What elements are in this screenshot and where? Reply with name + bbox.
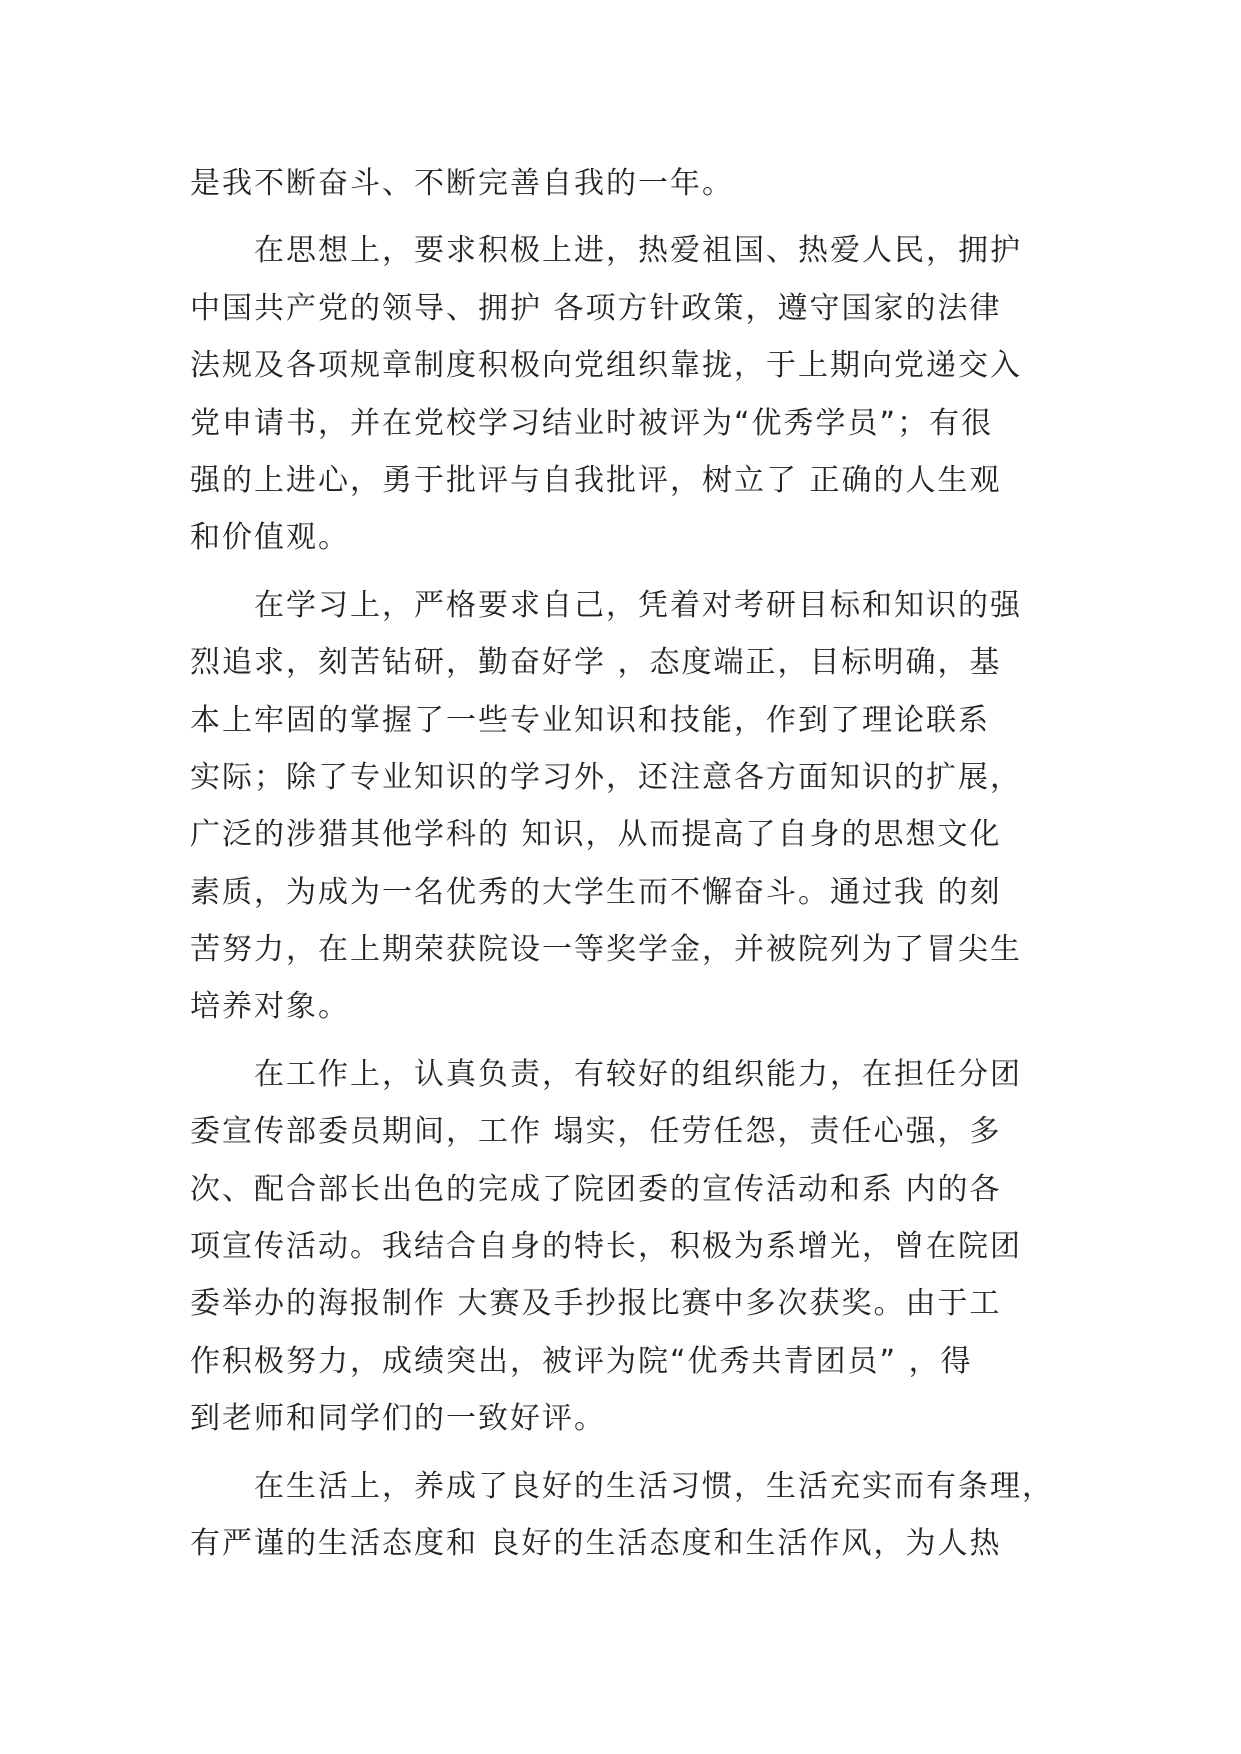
text-line: 素质，为成为一名优秀的大学生而不懈奋斗。通过我 的刻 xyxy=(190,874,1002,910)
paragraph-1 xyxy=(190,155,1070,212)
text-line: 和价值观。 xyxy=(190,520,350,556)
text-line: 中国共产党的领导、拥护 各项方针政策，遵守国家的法律 xyxy=(190,290,1002,326)
text-line: 有严谨的生活态度和 良好的生活态度和生活作风，为人热 xyxy=(190,1525,1002,1561)
paragraph-4 xyxy=(190,1046,1070,1448)
text-line: 在学习上，严格要求自己，凭着对考研目标和知识的强 xyxy=(254,587,1022,623)
text-line: 本上牢固的掌握了一些专业知识和技能，作到了理论联系 xyxy=(190,702,990,738)
text-line: 在工作上，认真负责，有较好的组织能力，在担任分团 xyxy=(254,1056,1022,1092)
text-line: 项宣传活动。我结合自身的特长，积极为系增光，曾在院团 xyxy=(190,1229,1022,1265)
text-line: 法规及各项规章制度积极向党组织靠拢，于上期向党递交入 xyxy=(190,348,1022,384)
text-line: 实际；除了专业知识的学习外，还注意各方面知识的扩展， xyxy=(190,759,1022,795)
text-line: 在思想上，要求积极上进，热爱祖国、热爱人民，拥护 xyxy=(254,233,1022,269)
text-line: 培养对象。 xyxy=(190,989,350,1025)
text-line: 委宣传部委员期间，工作 塌实，任劳任怨，责任心强，多 xyxy=(190,1114,1002,1150)
paragraph-3 xyxy=(190,577,1070,1036)
text-line: 委举办的海报制作 大赛及手抄报比赛中多次获奖。由于工 xyxy=(190,1286,1002,1322)
paragraph-5 xyxy=(190,1458,1070,1573)
text-line: 强的上进心，勇于批评与自我批评，树立了 正确的人生观 xyxy=(190,462,1002,498)
text-line: 次、配合部长出色的完成了院团委的宣传活动和系 内的各 xyxy=(190,1171,1002,1207)
text-line: 广泛的涉猎其他学科的 知识，从而提高了自身的思想文化 xyxy=(190,817,1002,853)
text-line: 是我不断奋斗、不断完善自我的一年。 xyxy=(190,166,734,201)
body-text xyxy=(190,155,1070,1572)
text-line: 作积极努力，成绩突出，被评为院“优秀共青团员” ，得 xyxy=(190,1343,973,1379)
text-line: 到老师和同学们的一致好评。 xyxy=(190,1401,606,1437)
text-line: 党申请书，并在党校学习结业时被评为“优秀学员”；有很 xyxy=(190,405,994,441)
text-line: 在生活上，养成了良好的生活习惯，生活充实而有条理， xyxy=(254,1468,1054,1504)
text-line: 苦努力，在上期荣获院设一等奖学金，并被院列为了冒尖生 xyxy=(190,932,1022,968)
text-line: 烈追求，刻苦钻研，勤奋好学 ，态度端正，目标明确，基 xyxy=(190,645,1002,681)
paragraph-2 xyxy=(190,222,1070,566)
